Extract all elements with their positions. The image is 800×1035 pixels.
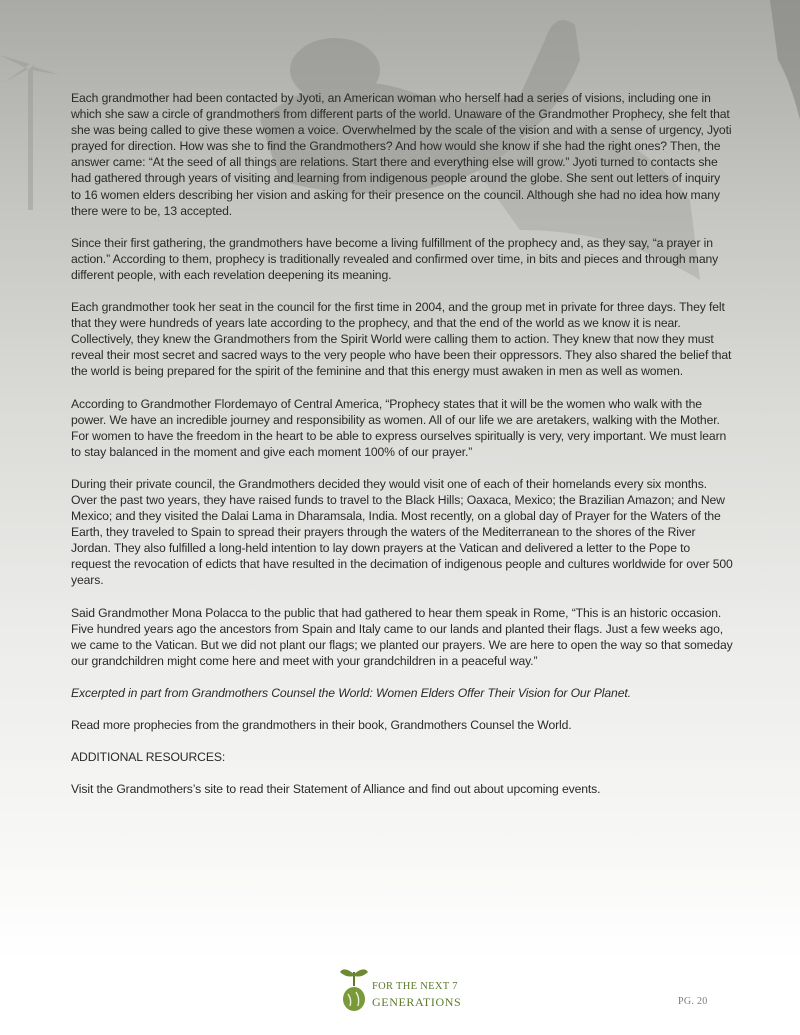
excerpt-note: Excerpted in part from Grandmothers Counsel the World: Women Elders Offer Their Vision for Our Planet.	[71, 685, 631, 700]
sprout-seed-icon	[338, 964, 370, 1012]
resources-text: Visit the Grandmothers’s site to read their Statement of Alliance and find out about upcoming events.	[71, 782, 601, 797]
read-more-text: Read more prophecies from the grandmothers in their book, Grandmothers Counsel the World.	[71, 718, 572, 732]
paragraph: Each grandmother had been contacted by Jyoti, an American woman who herself had a series of visions, including one in which she saw a circle of grandmothers from different parts of the world. Unaware of the Grandmother Prophecy, she felt that she was being called to give these women a voice. Overwhelmed by the scale of the vision and with a sense of urgency, Jyoti prayed for direction. How was she to find the Grandmothers? And how would she know if she had the right ones? Then, the answer came: “At the seed of all things are relations. Start there and everything else will grow.” Jyoti turned to contacts she had gathered through years of visiting and learning from indigenous people around the globe. She sent out letters of inquiry to 16 women elders describing her vision and asking for their presence on the council. Although she had no idea how many there were to be, 13 accepted.	[71, 91, 732, 218]
logo-text-line1: FOR THE NEXT 7	[372, 981, 458, 992]
paragraph: According to Grandmother Flordemayo of Central America, “Prophecy states that it will be the women who walk with the power. We have an incredible journey and responsibility as women. All of our life we are aretakers, walking with the Mother. For women to have the freedom in the heart to be able to express ourselves spiritually is very, very important. We must learn to stay balanced in the moment and give each moment 100% of our prayer.”	[71, 396, 727, 459]
resources-heading: ADDITIONAL RESOURCES:	[71, 750, 226, 765]
paragraph: Since their first gathering, the grandmothers have become a living fulfillment of the prophecy and, as they say, “a prayer in action.” According to them, prophecy is traditionally revealed and confirmed over time, in bits and pieces and through many different people, with each revelation deepening its meaning.	[71, 235, 719, 282]
logo-text-line2: GENERATIONS	[372, 995, 462, 1009]
paragraph: Said Grandmother Mona Polacca to the public that had gathered to hear them speak in Rome, “This is an historic occasion. Five hundred years ago the ancestors from Spain and Italy came to our lands and planted their flags. Just a few weeks ago, we came to the Vatican. But we did not plant our flags; we planted our prayers. We are here to open the way so that someday our grandchildren might come here and meet with your grandchildren in a peaceful way.”	[71, 605, 733, 668]
paragraph: Each grandmother took her seat in the council for the first time in 2004, and the group met in private for three days. They felt that they were hundreds of years late according to the prophecy, and that the end of the world as we know it is near. Collectively, they knew the Grandmothers from the Spirit World were calling them to action. They knew that now they must reveal their most secret and sacred ways to the very people who have been their oppressors. They also shared the belief that the world is being prepared for the spirit of the feminine and that this energy must awaken in men as well as women.	[71, 300, 732, 379]
article-body	[71, 90, 733, 813]
page-number: PG. 20	[678, 996, 708, 1007]
footer-logo	[338, 964, 478, 1014]
paragraph: During their private council, the Grandmothers decided they would visit one of each of their homelands every six months. Over the past two years, they have raised funds to travel to the Black Hills; Oaxaca, Mexico; the Brazilian Amazon; and New Mexico; and they visited the Dalai Lama in Dharamsala, India. Most recently, on a global day of Prayer for the Waters of the Earth, they traveled to Spain to spread their prayers through the waters of the Mediterranean to the shores of the River Jordan. They also fulfilled a long-held intention to lay down prayers at the Vatican and delivered a letter to the Pope to request the revocation of edicts that have resulted in the decimation of indigenous people and cultures worldwide for over 500 years.	[71, 476, 733, 588]
